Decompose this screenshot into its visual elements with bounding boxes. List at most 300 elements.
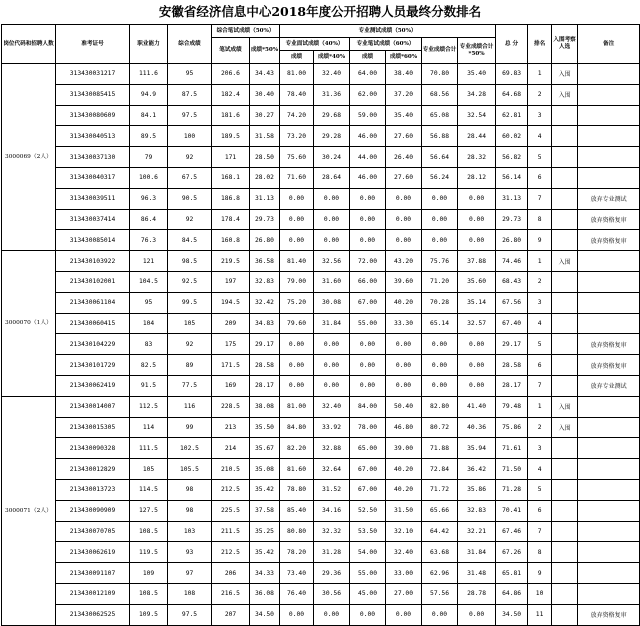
interview-weighted-cell: 30.56 <box>314 583 350 604</box>
interview-score-cell: 71.60 <box>280 167 314 188</box>
pro-total-weighted-cell: 32.21 <box>458 521 496 542</box>
pro-total-weighted-cell: 35.94 <box>458 438 496 459</box>
comprehensive-score-cell: 108 <box>168 583 212 604</box>
pro-total-weighted-cell: 32.57 <box>458 313 496 334</box>
total-score-cell: 29.17 <box>496 334 528 355</box>
written-score-cell: 228.5 <box>212 396 250 417</box>
header-exam-no: 准考证号 <box>56 25 130 64</box>
pro-total-cell: 82.80 <box>422 396 458 417</box>
header-pro-total-weighted: 专业成绩合计*50% <box>458 38 496 64</box>
shortlist-cell <box>552 292 578 313</box>
table-row <box>2 500 640 521</box>
interview-score-cell: 74.20 <box>280 105 314 126</box>
interview-weighted-cell: 34.16 <box>314 500 350 521</box>
rank-cell: 3 <box>528 292 552 313</box>
rank-cell: 5 <box>528 147 552 168</box>
pro-total-weighted-cell: 31.84 <box>458 542 496 563</box>
interview-score-cell: 81.60 <box>280 459 314 480</box>
written-weighted-cell: 34.83 <box>250 313 280 334</box>
rank-cell: 3 <box>528 438 552 459</box>
exam-no-cell: 213430102001 <box>56 271 130 292</box>
written-score-cell: 171.5 <box>212 355 250 376</box>
pro-total-cell: 0.00 <box>422 334 458 355</box>
pro-written-score-cell: 55.00 <box>350 563 386 584</box>
total-score-cell: 79.48 <box>496 396 528 417</box>
written-score-cell: 213 <box>212 417 250 438</box>
pro-total-weighted-cell: 41.40 <box>458 396 496 417</box>
interview-score-cell: 81.00 <box>280 396 314 417</box>
pro-written-score-cell: 46.00 <box>350 126 386 147</box>
exam-no-cell: 213430061104 <box>56 292 130 313</box>
remark-cell <box>578 271 640 292</box>
shortlist-cell <box>552 334 578 355</box>
vocational-score-cell: 109 <box>130 563 168 584</box>
table-row <box>2 334 640 355</box>
rank-cell: 1 <box>528 251 552 272</box>
remark-cell: 放弃专业测试 <box>578 188 640 209</box>
vocational-score-cell: 127.5 <box>130 500 168 521</box>
pro-written-weighted-cell: 31.50 <box>386 500 422 521</box>
written-score-cell: 209 <box>212 313 250 334</box>
rank-cell: 7 <box>528 375 552 396</box>
table-row <box>2 583 640 604</box>
total-score-cell: 70.41 <box>496 500 528 521</box>
rank-cell: 1 <box>528 64 552 85</box>
total-score-cell: 71.28 <box>496 479 528 500</box>
comprehensive-score-cell: 98 <box>168 500 212 521</box>
pro-written-score-cell: 46.00 <box>350 167 386 188</box>
pro-written-weighted-cell: 0.00 <box>386 209 422 230</box>
remark-cell: 放弃资格复审 <box>578 355 640 376</box>
pro-written-weighted-cell: 0.00 <box>386 375 422 396</box>
remark-cell <box>578 583 640 604</box>
table-row <box>2 313 640 334</box>
pro-written-weighted-cell: 46.80 <box>386 417 422 438</box>
table-row <box>2 563 640 584</box>
interview-score-cell: 0.00 <box>280 209 314 230</box>
written-weighted-cell: 36.58 <box>250 251 280 272</box>
shortlist-cell <box>552 563 578 584</box>
table-row <box>2 251 640 272</box>
shortlist-cell <box>552 604 578 625</box>
total-score-cell: 56.14 <box>496 167 528 188</box>
header-pro-total: 专业成绩合计 <box>422 38 458 64</box>
header-interview-score: 成绩 <box>280 51 314 64</box>
interview-score-cell: 78.40 <box>280 84 314 105</box>
pro-total-weighted-cell: 28.44 <box>458 126 496 147</box>
pro-written-weighted-cell: 27.00 <box>386 583 422 604</box>
written-weighted-cell: 35.25 <box>250 521 280 542</box>
pro-written-weighted-cell: 38.40 <box>386 64 422 85</box>
pro-total-cell: 62.96 <box>422 563 458 584</box>
pro-written-weighted-cell: 27.60 <box>386 126 422 147</box>
pro-written-weighted-cell: 0.00 <box>386 230 422 251</box>
header-comprehensive: 综合成绩 <box>168 25 212 64</box>
written-weighted-cell: 29.73 <box>250 209 280 230</box>
pro-total-weighted-cell: 31.48 <box>458 563 496 584</box>
remark-cell <box>578 147 640 168</box>
pro-written-score-cell: 72.00 <box>350 251 386 272</box>
rank-cell: 9 <box>528 563 552 584</box>
exam-no-cell: 213430013723 <box>56 479 130 500</box>
rank-cell: 5 <box>528 479 552 500</box>
pro-total-weighted-cell: 34.28 <box>458 84 496 105</box>
position-code-cell: 3000070（1人） <box>2 251 56 397</box>
comprehensive-score-cell: 99 <box>168 417 212 438</box>
pro-written-score-cell: 67.00 <box>350 459 386 480</box>
shortlist-cell <box>552 147 578 168</box>
interview-weighted-cell: 29.28 <box>314 126 350 147</box>
pro-written-score-cell: 55.00 <box>350 313 386 334</box>
vocational-score-cell: 114.5 <box>130 479 168 500</box>
pro-written-weighted-cell: 0.00 <box>386 355 422 376</box>
written-score-cell: 181.6 <box>212 105 250 126</box>
header-pro-written-score: 成绩 <box>350 51 386 64</box>
rank-cell: 7 <box>528 188 552 209</box>
interview-score-cell: 0.00 <box>280 230 314 251</box>
pro-total-weighted-cell: 0.00 <box>458 334 496 355</box>
shortlist-cell: 入围 <box>552 251 578 272</box>
written-weighted-cell: 31.13 <box>250 188 280 209</box>
shortlist-cell <box>552 459 578 480</box>
rank-cell: 8 <box>528 542 552 563</box>
vocational-score-cell: 108.5 <box>130 583 168 604</box>
pro-written-weighted-cell: 26.40 <box>386 147 422 168</box>
comprehensive-score-cell: 92 <box>168 147 212 168</box>
interview-weighted-cell: 0.00 <box>314 209 350 230</box>
written-score-cell: 186.8 <box>212 188 250 209</box>
comprehensive-score-cell: 100 <box>168 126 212 147</box>
shortlist-cell <box>552 230 578 251</box>
interview-score-cell: 0.00 <box>280 604 314 625</box>
total-score-cell: 56.82 <box>496 147 528 168</box>
remark-cell <box>578 563 640 584</box>
exam-no-cell: 213430014007 <box>56 396 130 417</box>
vocational-score-cell: 104.5 <box>130 271 168 292</box>
header-position: 岗位代码和招聘人数 <box>2 25 56 64</box>
remark-cell <box>578 521 640 542</box>
exam-no-cell: 213430103922 <box>56 251 130 272</box>
page-title: 安徽省经济信息中心2018年度公开招聘人员最终分数排名 <box>158 4 482 19</box>
pro-total-cell: 72.84 <box>422 459 458 480</box>
pro-written-score-cell: 0.00 <box>350 334 386 355</box>
pro-total-cell: 0.00 <box>422 355 458 376</box>
pro-written-score-cell: 54.00 <box>350 542 386 563</box>
interview-score-cell: 0.00 <box>280 334 314 355</box>
pro-written-score-cell: 62.00 <box>350 84 386 105</box>
written-score-cell: 182.4 <box>212 84 250 105</box>
shortlist-cell <box>552 167 578 188</box>
pro-total-weighted-cell: 28.12 <box>458 167 496 188</box>
comprehensive-score-cell: 98.5 <box>168 251 212 272</box>
rank-cell: 5 <box>528 334 552 355</box>
pro-written-weighted-cell: 40.20 <box>386 459 422 480</box>
interview-score-cell: 73.40 <box>280 563 314 584</box>
shortlist-cell <box>552 375 578 396</box>
interview-score-cell: 73.20 <box>280 126 314 147</box>
pro-total-cell: 65.08 <box>422 105 458 126</box>
interview-weighted-cell: 30.24 <box>314 147 350 168</box>
exam-no-cell: 313430031217 <box>56 64 130 85</box>
total-score-cell: 71.61 <box>496 438 528 459</box>
total-score-cell: 67.56 <box>496 292 528 313</box>
exam-no-cell: 213430090328 <box>56 438 130 459</box>
pro-written-score-cell: 59.00 <box>350 105 386 126</box>
pro-written-weighted-cell: 39.60 <box>386 271 422 292</box>
interview-weighted-cell: 28.64 <box>314 167 350 188</box>
exam-no-cell: 213430090909 <box>56 500 130 521</box>
pro-total-cell: 70.80 <box>422 64 458 85</box>
exam-no-cell: 313430037414 <box>56 209 130 230</box>
total-score-cell: 65.81 <box>496 563 528 584</box>
total-score-cell: 67.46 <box>496 521 528 542</box>
interview-score-cell: 76.40 <box>280 583 314 604</box>
table-row <box>2 84 640 105</box>
pro-total-cell: 63.68 <box>422 542 458 563</box>
written-score-cell: 212.5 <box>212 479 250 500</box>
interview-score-cell: 75.20 <box>280 292 314 313</box>
exam-no-cell: 313430037130 <box>56 147 130 168</box>
pro-written-score-cell: 78.00 <box>350 417 386 438</box>
table-row <box>2 271 640 292</box>
remark-cell <box>578 479 640 500</box>
remark-cell <box>578 396 640 417</box>
written-score-cell: 214 <box>212 438 250 459</box>
rank-cell: 6 <box>528 167 552 188</box>
header-shortlist: 入围考察人选 <box>552 25 578 64</box>
written-score-cell: 206 <box>212 563 250 584</box>
header-pro-written-weighted: 成绩*60% <box>386 51 422 64</box>
pro-written-score-cell: 0.00 <box>350 188 386 209</box>
written-score-cell: 225.5 <box>212 500 250 521</box>
pro-total-cell: 0.00 <box>422 604 458 625</box>
pro-written-weighted-cell: 40.20 <box>386 292 422 313</box>
interview-score-cell: 82.20 <box>280 438 314 459</box>
vocational-score-cell: 105 <box>130 459 168 480</box>
vocational-score-cell: 112.5 <box>130 396 168 417</box>
header-written-weighted: 成绩*50% <box>250 38 280 64</box>
comprehensive-score-cell: 98 <box>168 479 212 500</box>
vocational-score-cell: 121 <box>130 251 168 272</box>
written-weighted-cell: 28.02 <box>250 167 280 188</box>
table-row <box>2 521 640 542</box>
vocational-score-cell: 119.5 <box>130 542 168 563</box>
written-weighted-cell: 32.42 <box>250 292 280 313</box>
interview-score-cell: 0.00 <box>280 355 314 376</box>
rank-cell: 10 <box>528 583 552 604</box>
pro-written-weighted-cell: 35.40 <box>386 105 422 126</box>
pro-written-weighted-cell: 50.40 <box>386 396 422 417</box>
interview-weighted-cell: 0.00 <box>314 188 350 209</box>
rank-cell: 6 <box>528 355 552 376</box>
written-weighted-cell: 35.08 <box>250 459 280 480</box>
written-score-cell: 211.5 <box>212 521 250 542</box>
table-row <box>2 459 640 480</box>
interview-score-cell: 81.00 <box>280 64 314 85</box>
comprehensive-score-cell: 116 <box>168 396 212 417</box>
written-score-cell: 219.5 <box>212 251 250 272</box>
header-interview-group: 专业面试成绩（40%） <box>280 38 350 51</box>
total-score-cell: 34.50 <box>496 604 528 625</box>
pro-total-cell: 56.64 <box>422 147 458 168</box>
vocational-score-cell: 91.5 <box>130 375 168 396</box>
pro-written-score-cell: 0.00 <box>350 230 386 251</box>
pro-written-score-cell: 0.00 <box>350 355 386 376</box>
total-score-cell: 28.17 <box>496 375 528 396</box>
pro-total-weighted-cell: 28.32 <box>458 147 496 168</box>
interview-score-cell: 79.60 <box>280 313 314 334</box>
written-weighted-cell: 30.40 <box>250 84 280 105</box>
vocational-score-cell: 95 <box>130 292 168 313</box>
table-row <box>2 604 640 625</box>
pro-total-cell: 71.20 <box>422 271 458 292</box>
written-weighted-cell: 34.43 <box>250 64 280 85</box>
exam-no-cell: 313430040513 <box>56 126 130 147</box>
table-row <box>2 375 640 396</box>
exam-no-cell: 213430091107 <box>56 563 130 584</box>
shortlist-cell <box>552 438 578 459</box>
written-weighted-cell: 37.58 <box>250 500 280 521</box>
written-weighted-cell: 35.67 <box>250 438 280 459</box>
pro-total-cell: 71.88 <box>422 438 458 459</box>
interview-score-cell: 0.00 <box>280 375 314 396</box>
shortlist-cell: 入围 <box>552 64 578 85</box>
interview-weighted-cell: 30.08 <box>314 292 350 313</box>
shortlist-cell <box>552 313 578 334</box>
pro-total-weighted-cell: 36.42 <box>458 459 496 480</box>
written-weighted-cell: 38.08 <box>250 396 280 417</box>
interview-weighted-cell: 31.36 <box>314 84 350 105</box>
vocational-score-cell: 79 <box>130 147 168 168</box>
pro-written-score-cell: 52.50 <box>350 500 386 521</box>
position-code-cell: 3000069（2人） <box>2 64 56 251</box>
pro-total-cell: 70.28 <box>422 292 458 313</box>
vocational-score-cell: 111.6 <box>130 64 168 85</box>
interview-score-cell: 78.80 <box>280 479 314 500</box>
pro-total-cell: 56.88 <box>422 126 458 147</box>
total-score-cell: 29.73 <box>496 209 528 230</box>
interview-weighted-cell: 32.88 <box>314 438 350 459</box>
pro-written-score-cell: 44.00 <box>350 147 386 168</box>
comprehensive-score-cell: 97.5 <box>168 604 212 625</box>
vocational-score-cell: 111.5 <box>130 438 168 459</box>
interview-weighted-cell: 32.32 <box>314 521 350 542</box>
results-table <box>1 24 640 626</box>
total-score-cell: 68.43 <box>496 271 528 292</box>
remark-cell <box>578 251 640 272</box>
written-score-cell: 171 <box>212 147 250 168</box>
written-weighted-cell: 32.83 <box>250 271 280 292</box>
comprehensive-score-cell: 95 <box>168 64 212 85</box>
written-score-cell: 169 <box>212 375 250 396</box>
pro-written-score-cell: 67.00 <box>350 292 386 313</box>
table-row <box>2 479 640 500</box>
pro-total-cell: 0.00 <box>422 188 458 209</box>
table-row <box>2 417 640 438</box>
table-row <box>2 105 640 126</box>
pro-written-score-cell: 64.00 <box>350 64 386 85</box>
pro-written-score-cell: 84.00 <box>350 396 386 417</box>
exam-no-cell: 213430012109 <box>56 583 130 604</box>
written-weighted-cell: 35.42 <box>250 479 280 500</box>
remark-cell <box>578 105 640 126</box>
comprehensive-score-cell: 93 <box>168 542 212 563</box>
pro-total-cell: 75.76 <box>422 251 458 272</box>
pro-total-weighted-cell: 32.83 <box>458 500 496 521</box>
vocational-score-cell: 82.5 <box>130 355 168 376</box>
table-row <box>2 292 640 313</box>
written-weighted-cell: 29.17 <box>250 334 280 355</box>
written-weighted-cell: 36.08 <box>250 583 280 604</box>
interview-score-cell: 81.40 <box>280 251 314 272</box>
exam-no-cell: 313430040317 <box>56 167 130 188</box>
pro-written-weighted-cell: 33.30 <box>386 313 422 334</box>
rank-cell: 9 <box>528 230 552 251</box>
written-score-cell: 210.5 <box>212 459 250 480</box>
position-code-cell: 3000071（2人） <box>2 396 56 625</box>
exam-no-cell: 213430070705 <box>56 521 130 542</box>
pro-total-weighted-cell: 0.00 <box>458 188 496 209</box>
header-total: 总 分 <box>496 25 528 64</box>
exam-no-cell: 313430085415 <box>56 84 130 105</box>
pro-total-weighted-cell: 0.00 <box>458 230 496 251</box>
interview-weighted-cell: 31.84 <box>314 313 350 334</box>
pro-written-score-cell: 67.00 <box>350 479 386 500</box>
header-written-score: 笔试成绩 <box>212 38 250 64</box>
vocational-score-cell: 86.4 <box>130 209 168 230</box>
header-interview-weighted: 成绩*40% <box>314 51 350 64</box>
vocational-score-cell: 114 <box>130 417 168 438</box>
pro-written-weighted-cell: 40.20 <box>386 479 422 500</box>
comprehensive-score-cell: 92.5 <box>168 271 212 292</box>
total-score-cell: 62.81 <box>496 105 528 126</box>
written-score-cell: 212.5 <box>212 542 250 563</box>
written-score-cell: 175 <box>212 334 250 355</box>
shortlist-cell: 入围 <box>552 396 578 417</box>
rank-cell: 11 <box>528 604 552 625</box>
remark-cell <box>578 126 640 147</box>
remark-cell <box>578 313 640 334</box>
comprehensive-score-cell: 99.5 <box>168 292 212 313</box>
vocational-score-cell: 94.9 <box>130 84 168 105</box>
vocational-score-cell: 76.3 <box>130 230 168 251</box>
pro-total-weighted-cell: 35.14 <box>458 292 496 313</box>
shortlist-cell <box>552 479 578 500</box>
written-weighted-cell: 30.27 <box>250 105 280 126</box>
exam-no-cell: 313430039511 <box>56 188 130 209</box>
written-score-cell: 206.6 <box>212 64 250 85</box>
comprehensive-score-cell: 92 <box>168 209 212 230</box>
vocational-score-cell: 84.1 <box>130 105 168 126</box>
shortlist-cell <box>552 126 578 147</box>
shortlist-cell <box>552 271 578 292</box>
pro-total-cell: 71.72 <box>422 479 458 500</box>
vocational-score-cell: 83 <box>130 334 168 355</box>
total-score-cell: 67.40 <box>496 313 528 334</box>
interview-score-cell: 80.80 <box>280 521 314 542</box>
written-score-cell: 216.5 <box>212 583 250 604</box>
pro-written-weighted-cell: 32.10 <box>386 521 422 542</box>
pro-written-weighted-cell: 39.00 <box>386 438 422 459</box>
exam-no-cell: 213430015305 <box>56 417 130 438</box>
remark-cell <box>578 438 640 459</box>
written-score-cell: 168.1 <box>212 167 250 188</box>
exam-no-cell: 213430012829 <box>56 459 130 480</box>
pro-total-cell: 0.00 <box>422 230 458 251</box>
exam-no-cell: 313430085014 <box>56 230 130 251</box>
remark-cell <box>578 500 640 521</box>
vocational-score-cell: 89.5 <box>130 126 168 147</box>
